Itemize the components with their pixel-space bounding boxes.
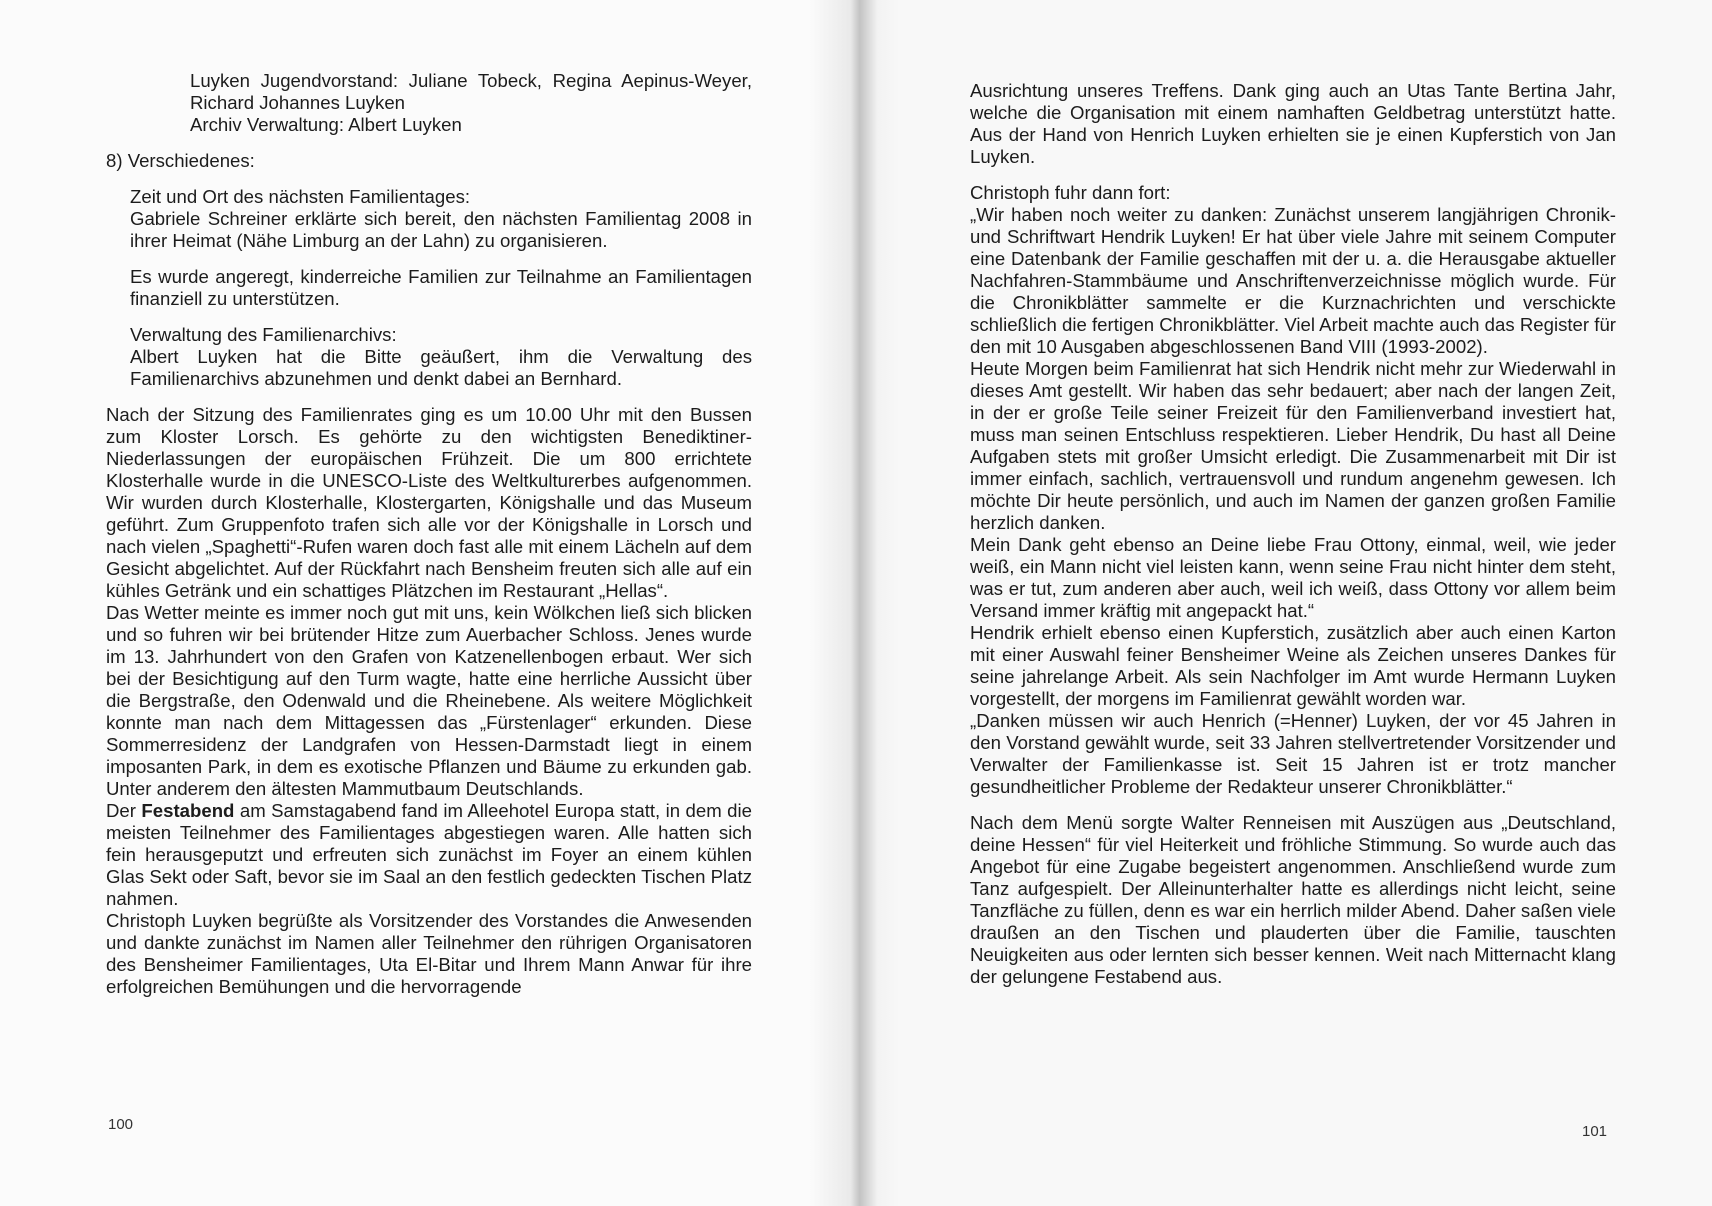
paragraph: Verwaltung des Familienarchivs:: [130, 324, 397, 345]
text-span: Der: [106, 800, 142, 821]
paragraph: Nach der Sitzung des Familienrates ging es um 10.00 Uhr mit den Bussen zum Kloster Lorsch. Es gehörte zu den wichtigsten Benediktiner-Niederlassungen der europäischen Frühzeit. Die um 800 errichtete Klosterhalle wurde in die UNESCO-Liste des Weltkulturerbes aufgenommen. Wir wurden durch Klosterhalle, Klostergarten, Königshalle und das Museum geführt. Zum Gruppenfoto trafen sich alle vor der Königshalle in Lorsch und nach vielen „Spaghetti“-Rufen waren doch fast alle mit einem Lächeln auf dem Gesicht abgelichtet. Auf der Rückfahrt nach Bensheim freuten sich alle auf ein kühles Getränk und ein schattiges Plätzchen im Restaurant „Hellas“.: [106, 404, 752, 601]
paragraph: [106, 800, 752, 910]
bold-term: Festabend: [141, 800, 235, 821]
paragraph: Mein Dank geht ebenso an Deine liebe Frau Ottony, einmal, weil, wie jeder weiß, ein Mann nicht viel leisten kann, wenn seine Frau nicht hinter dem steht, was er tut, zum anderen aber auch, weil ich weiß, dass Ottony vor allem beim Versand immer kräftig mit angepackt hat.“: [970, 534, 1616, 621]
page-number: 101: [1582, 1123, 1608, 1140]
paragraph: Christoph fuhr dann fort:: [970, 182, 1171, 203]
left-page-text: [106, 70, 752, 998]
right-page-text: [970, 80, 1616, 988]
paragraph: Archiv Verwaltung: Albert Luyken: [190, 114, 462, 135]
right-page: [860, 0, 1712, 1206]
paragraph: Christoph Luyken begrüßte als Vorsitzender des Vorstandes die Anwesenden und dankte zunächst im Namen aller Teilnehmer den rührigen Organisatoren des Bensheimer Familientages, Uta El-Bitar und Ihrem Mann Anwar für ihre erfolgreichen Bemühungen und die hervorragende: [106, 910, 752, 997]
text-span: am Samstagabend fand im Alleehotel Europa statt, in dem die meisten Teilnehmer des Familientages abgestiegen waren. Alle hatten sich fein herausgeputzt und erfreuten sich zunächst im Foyer an einem kühlen Glas Sekt oder Saft, bevor sie im Saal an den festlich gedeckten Tischen Platz nahmen.: [106, 800, 752, 909]
paragraph: Heute Morgen beim Familienrat hat sich Hendrik nicht mehr zur Wiederwahl in dieses Amt gestellt. Wir haben das sehr bedauert; aber nach der langen Zeit, in der er große Teile seiner Freizeit für den Familienverband investiert hat, muss man seinen Entschluss respektieren. Lieber Hendrik, Du hast all Deine Aufgaben stets mit großer Umsicht erledigt. Die Zusammenarbeit mit Dir ist immer einfach, sachlich, vertrauensvoll und rundum angenehm gewesen. Ich möchte Dir heute persönlich, und auch im Namen der ganzen großen Familie herzlich danken.: [970, 358, 1616, 533]
paragraph: Zeit und Ort des nächsten Familientages:: [130, 186, 471, 207]
paragraph: Hendrik erhielt ebenso einen Kupferstich, zusätzlich aber auch einen Karton mit einer Auswahl feiner Bensheimer Weine als Zeichen unseres Dankes für seine jahrelange Arbeit. Als sein Nachfolger im Amt wurde Hermann Luyken vorgestellt, der morgens im Familienrat gewählt worden war.: [970, 622, 1616, 709]
paragraph: „Wir haben noch weiter zu danken: Zunächst unserem langjährigen Chronik- und Schriftwart Hendrik Luyken! Er hat über viele Jahre mit seinem Computer eine Datenbank der Familie geschaffen mit der u. a. die Herausgabe aktueller Nachfahren-Stammbäume und Anschriftenverzeichnisse möglich wurde. Für die Chronikblätter sammelte er die Kurznachrichten und verschickte schließlich die fertigen Chronikblätter. Viel Arbeit machte auch das Register für den mit 10 Ausgaben abgeschlossenen Band VIII (1993-2002).: [970, 204, 1616, 357]
paragraph: Luyken Jugendvorstand: Juliane Tobeck, Regina Aepinus-Weyer, Richard Johannes Luyken: [190, 70, 752, 113]
paragraph: Das Wetter meinte es immer noch gut mit uns, kein Wölkchen ließ sich blicken und so fuhren wir bei brütender Hitze zum Auerbacher Schloss. Jenes wurde im 13. Jahrhundert von den Grafen von Katzenellenbogen erbaut. Wer sich bei der Besichtigung auf den Turm wagte, hatte eine herrliche Aussicht über die Bergstraße, den Odenwald und die Rheinebene. Als weitere Möglichkeit konnte man nach dem Mittagessen das „Fürstenlager“ erkunden. Diese Sommerresidenz der Landgrafen von Hessen-Darmstadt liegt in einem imposanten Park, in dem es exotische Pflanzen und Bäume zu erkunden gab. Unter anderem den ältesten Mammutbaum Deutschlands.: [106, 602, 752, 799]
paragraph: Ausrichtung unseres Treffens. Dank ging auch an Utas Tante Bertina Jahr, welche die Organisation mit einem namhaften Geldbetrag unterstützt hatte. Aus der Hand von Henrich Luyken erhielten sie je einen Kupferstich von Jan Luyken.: [970, 80, 1616, 167]
paragraph: Albert Luyken hat die Bitte geäußert, ihm die Verwaltung des Familienarchivs abzunehmen und denkt dabei an Bernhard.: [130, 346, 752, 389]
section-heading: 8) Verschiedenes:: [106, 150, 255, 171]
paragraph: Gabriele Schreiner erklärte sich bereit, den nächsten Familientag 2008 in ihrer Heimat (Nähe Limburg an der Lahn) zu organisieren.: [130, 208, 752, 251]
page-number: 100: [108, 1116, 134, 1133]
paragraph: Es wurde angeregt, kinderreiche Familien zur Teilnahme an Familientagen finanziell zu unterstützen.: [130, 266, 752, 309]
paragraph: Nach dem Menü sorgte Walter Renneisen mit Auszügen aus „Deutschland, deine Hessen“ für viel Heiterkeit und fröhliche Stimmung. So wurde auch das Angebot für eine Zugabe begeistert angenommen. Anschließend wurde zum Tanz aufgespielt. Der Alleinunterhalter hatte es allerdings nicht leicht, seine Tanzfläche zu füllen, denn es war ein herrlich milder Abend. Daher saßen viele draußen an den Tischen und plauderten über die Familie, tauschten Neuigkeiten aus oder lernten sich besser kennen. Weit nach Mitternacht klang der gelungene Festabend aus.: [970, 812, 1616, 987]
paragraph: „Danken müssen wir auch Henrich (=Henner) Luyken, der vor 45 Jahren in den Vorstand gewählt wurde, seit 33 Jahren stellvertretender Vorsitzender und Verwalter der Familienkasse ist. Seit 15 Jahren ist er trotz mancher gesundheitlicher Probleme der Redakteur unserer Chronikblätter.“: [970, 710, 1616, 797]
